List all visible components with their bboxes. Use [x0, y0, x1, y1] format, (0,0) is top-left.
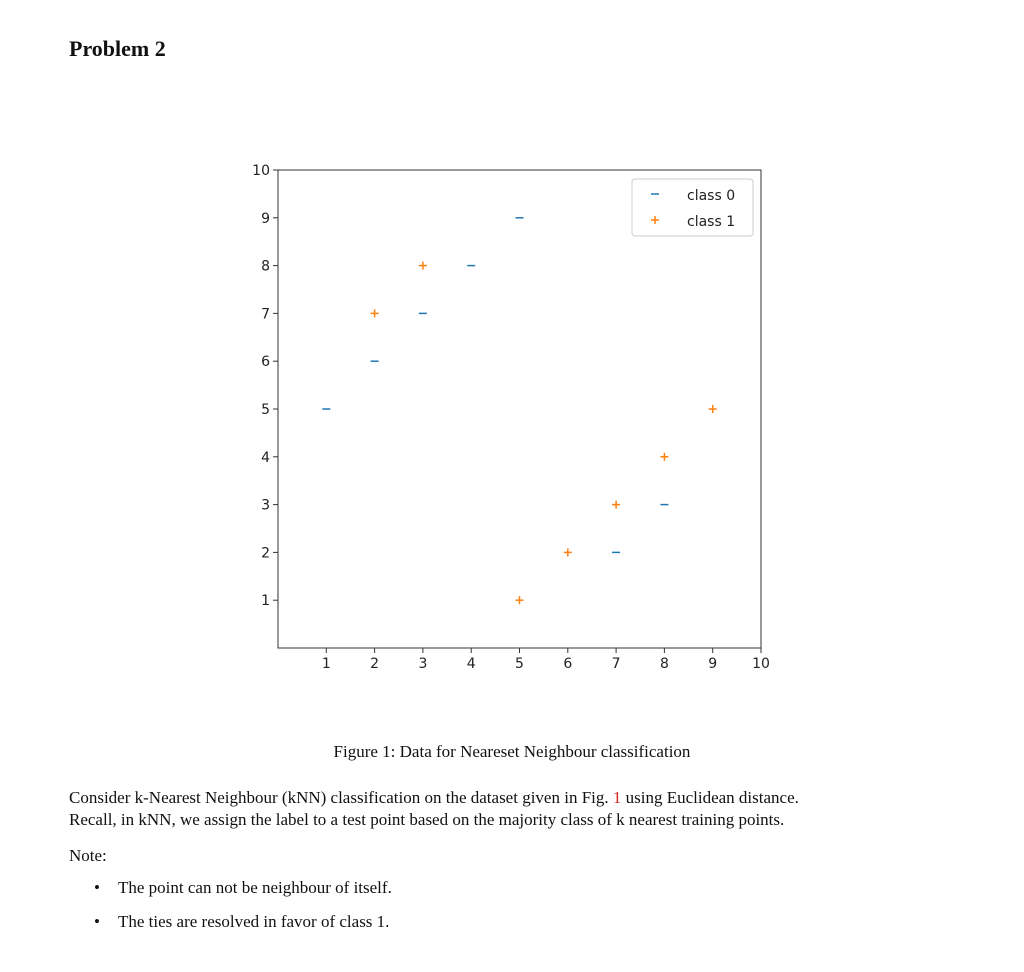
- class-1-point: [564, 548, 572, 556]
- x-tick-label: 7: [611, 656, 621, 672]
- bullet-icon: •: [94, 912, 100, 931]
- figure-caption: Figure 1: Data for Neareset Neighbour classification: [333, 742, 691, 761]
- list-item-text: The point can not be neighbour of itself.: [118, 878, 392, 897]
- bullet-icon: •: [94, 878, 100, 897]
- plot-frame: [278, 170, 761, 648]
- class-1-point: [709, 405, 717, 413]
- list-item: [90, 877, 392, 911]
- class-1-point: [612, 501, 620, 509]
- x-tick-label: 1: [321, 656, 331, 672]
- x-tick-label: 6: [563, 656, 573, 672]
- problem-title: Problem 2: [69, 36, 166, 61]
- class-1-point: [371, 309, 379, 317]
- y-tick-label: 7: [261, 306, 270, 323]
- class-1-point: [660, 453, 668, 461]
- paragraph-text-1b: using Euclidean distance.: [621, 788, 799, 807]
- legend-label: class 1: [687, 214, 736, 230]
- list-item: [90, 911, 392, 945]
- paragraph-text-2: Recall, in kNN, we assign the label to a test point based on the majority class of k nearest training points.: [69, 810, 785, 829]
- list-item-text: The ties are resolved in favor of class 1.: [118, 912, 390, 931]
- y-tick-label: 1: [261, 593, 270, 610]
- x-tick-label: 4: [466, 656, 476, 672]
- x-tick-label: 9: [708, 656, 718, 672]
- y-tick-label: 10: [252, 163, 270, 179]
- x-tick-label: 10: [752, 656, 770, 672]
- y-tick-label: 6: [261, 354, 270, 371]
- x-tick-label: 8: [659, 656, 669, 672]
- paragraph-text-1a: Consider k-Nearest Neighbour (kNN) classification on the dataset given in Fig.: [69, 788, 613, 807]
- note-label: Note:: [69, 846, 107, 865]
- x-tick-label: 2: [370, 656, 380, 672]
- y-tick-label: 5: [261, 402, 270, 418]
- legend-label: class 0: [687, 188, 736, 204]
- class-1-point: [419, 262, 427, 270]
- y-tick-label: 8: [261, 258, 270, 275]
- y-tick-label: 3: [261, 497, 270, 514]
- y-tick-label: 2: [261, 545, 270, 562]
- figure-reference-link[interactable]: 1: [612, 788, 622, 807]
- x-tick-label: 3: [418, 656, 428, 672]
- problem-paragraph: [69, 787, 989, 831]
- figure-1: [230, 150, 790, 690]
- y-tick-label: 9: [261, 210, 270, 227]
- y-tick-label: 4: [261, 449, 270, 466]
- note-list: [90, 877, 392, 945]
- x-tick-label: 5: [515, 656, 524, 672]
- class-1-point: [516, 596, 524, 604]
- scatter-chart: [230, 150, 790, 690]
